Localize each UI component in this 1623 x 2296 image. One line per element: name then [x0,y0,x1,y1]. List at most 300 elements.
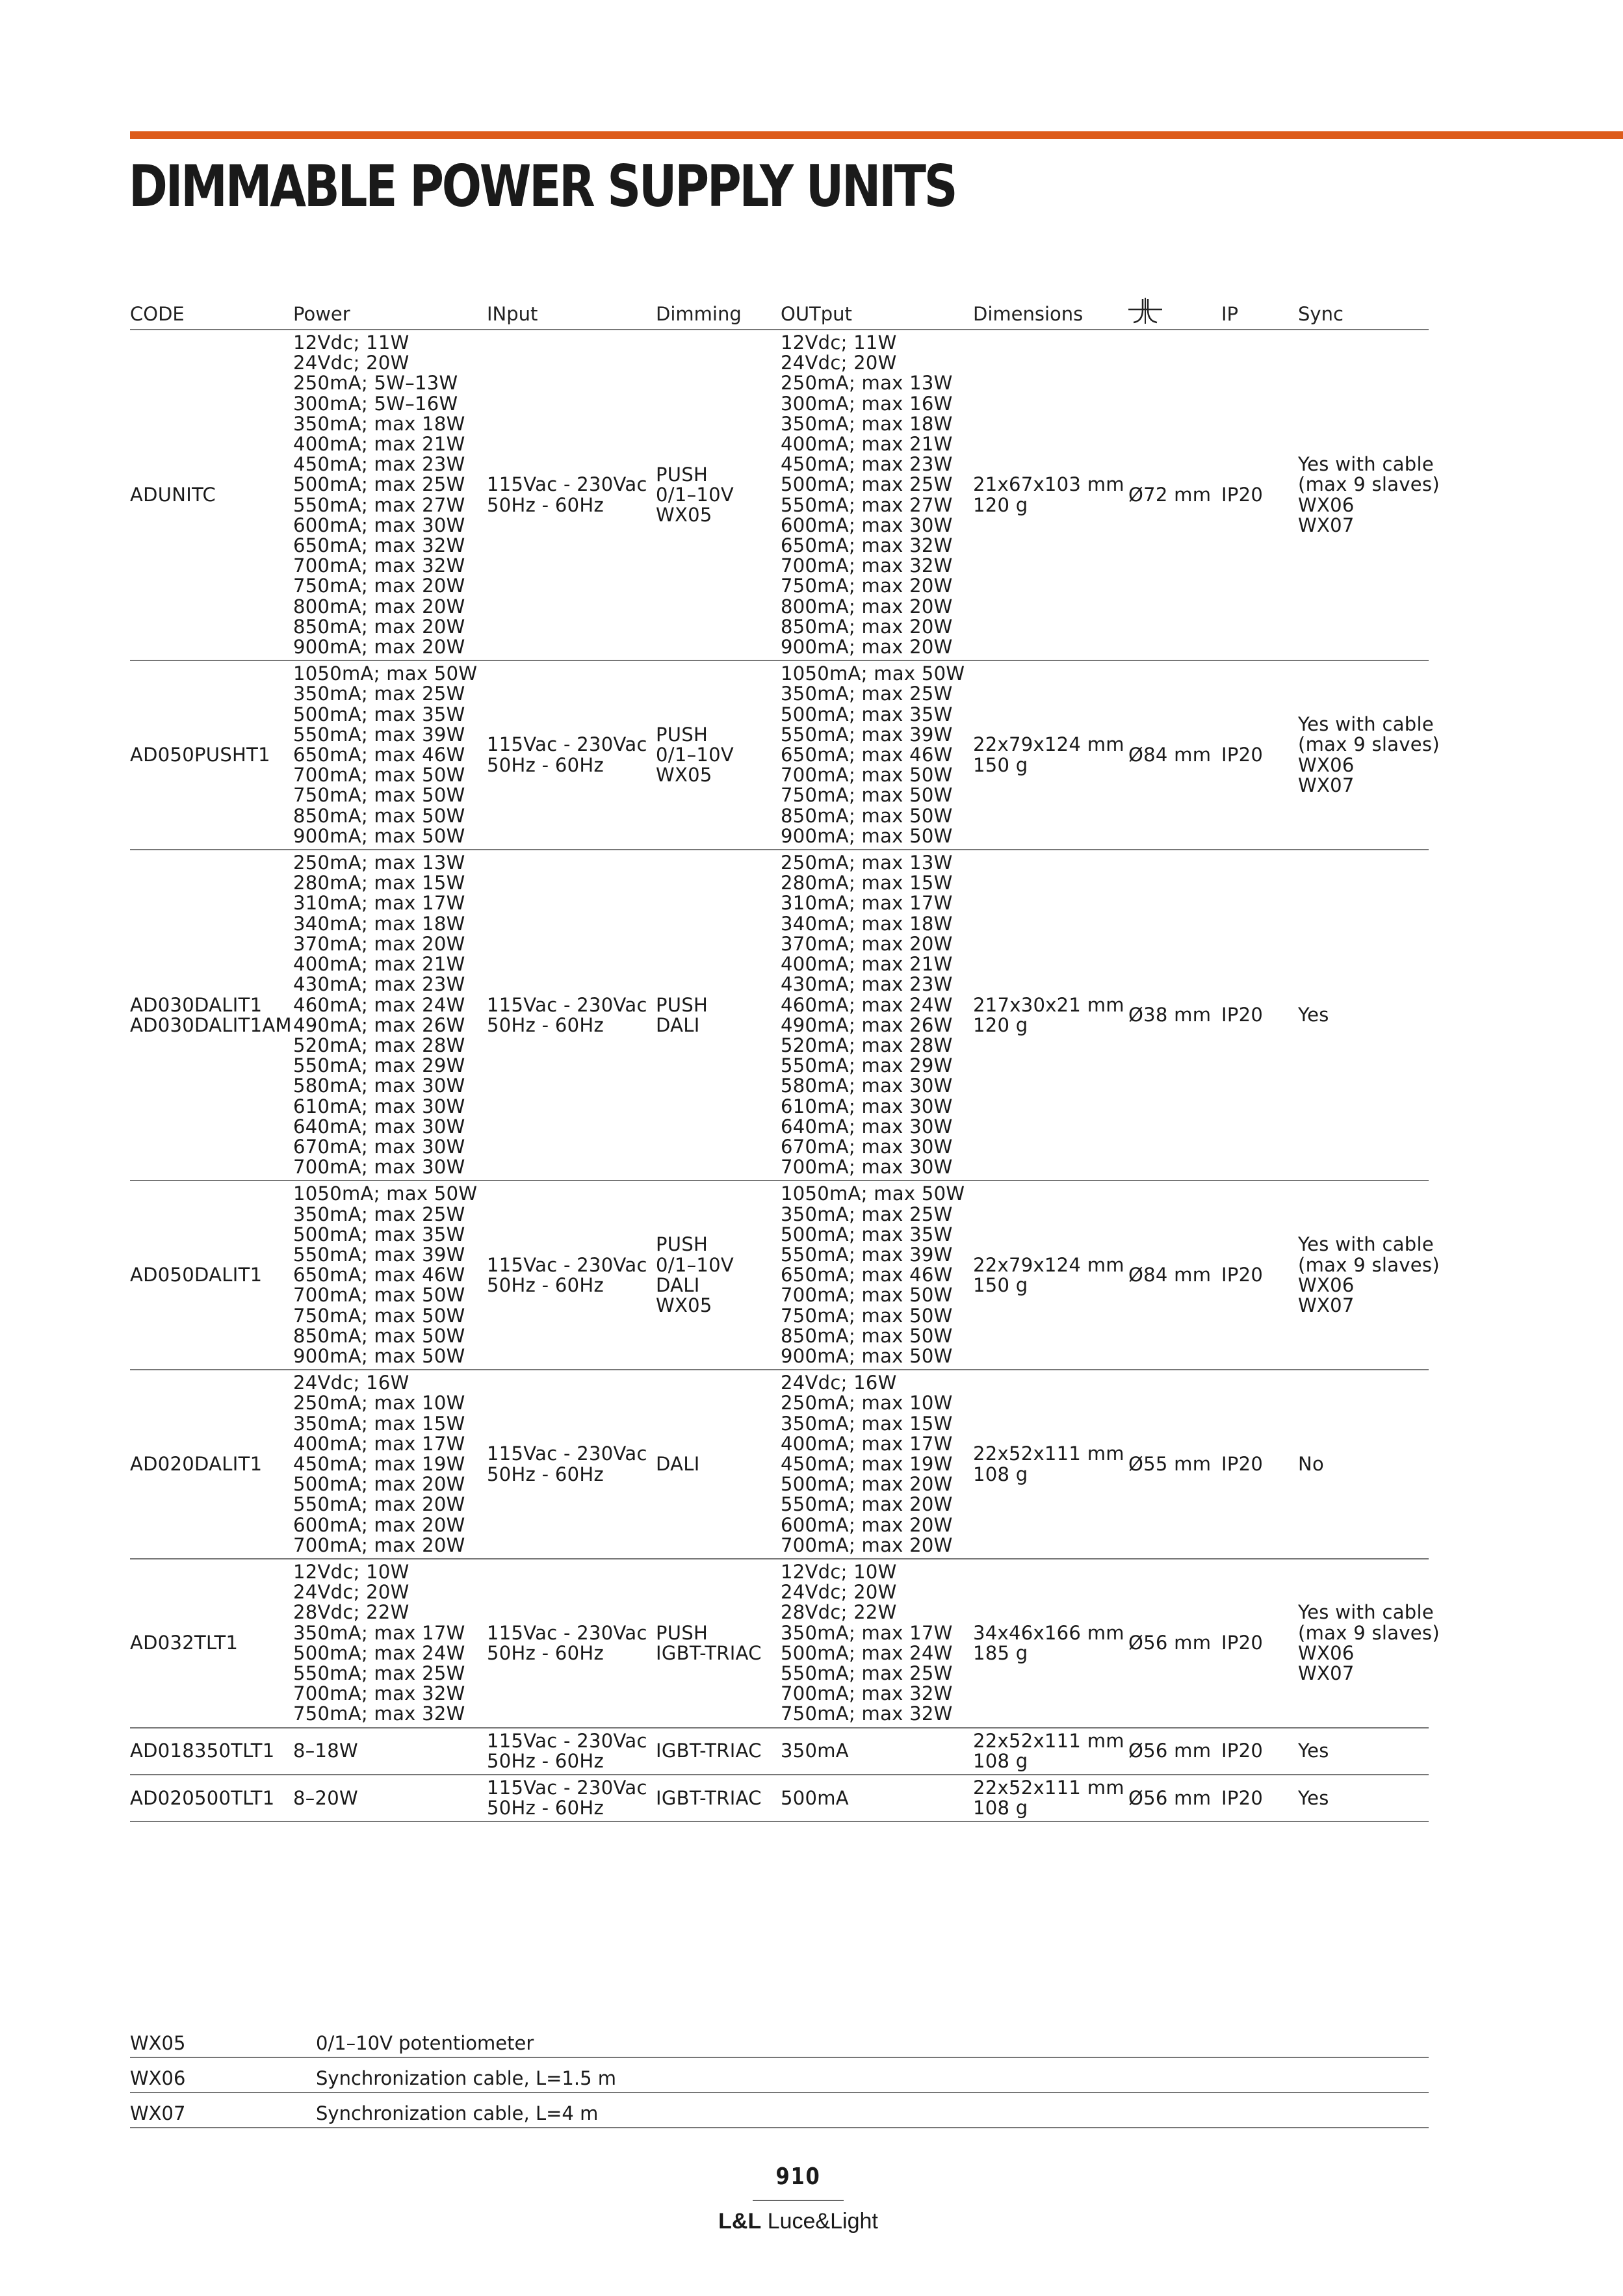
output-line: 640mA; max 30W [781,1115,953,1138]
cell-dimming [656,850,781,1181]
cell-input [487,660,656,850]
cell-input [487,1559,656,1728]
power-line: 800mA; max 20W [293,595,465,618]
cell-dimming [656,1728,781,1775]
cell-hole: Ø84 mm [1128,660,1221,850]
input-line: 115Vac - 230Vac [487,1729,647,1752]
output-line: 750mA; max 20W [781,575,953,597]
output-line: 580mA; max 30W [781,1075,953,1097]
power-line: 310mA; max 17W [293,892,465,915]
output-line: 850mA; max 50W [781,804,953,827]
input-line: 115Vac - 230Vac [487,1442,647,1465]
power-line: 300mA; 5W–16W [293,392,458,415]
input-line: 50Hz - 60Hz [487,1273,604,1296]
power-line: 500mA; max 20W [293,1473,465,1496]
power-line: 24Vdc; 20W [293,352,409,374]
table-row [130,1181,1429,1370]
cell-dimming [656,1370,781,1559]
dimensions-line: 22x79x124 mm [973,1253,1124,1276]
code-line: AD032TLT1 [130,1632,239,1654]
power-line: 24Vdc; 16W [293,1372,409,1394]
power-line: 550mA; max 20W [293,1493,465,1516]
cell-sync [1298,1559,1440,1728]
brand-name: Luce&Light [767,2209,878,2234]
output-line: 700mA; max 20W [781,1533,953,1556]
dimming-line: PUSH [656,723,708,746]
output-line: 24Vdc; 16W [781,1372,897,1394]
output-line: 500mA; max 35W [781,703,953,725]
output-line: 670mA; max 30W [781,1135,953,1158]
power-line: 520mA; max 28W [293,1034,465,1056]
power-line: 700mA; max 50W [293,1284,465,1307]
output-line: 550mA; max 25W [781,1662,953,1684]
table-row [130,1370,1429,1559]
sync-line: WX06 [1298,753,1355,776]
dimming-line: IGBT-TRIAC [656,1786,762,1809]
cell-power [293,1728,487,1775]
power-line: 1050mA; max 50W [293,662,478,685]
output-line: 310mA; max 17W [781,892,953,915]
power-line: 700mA; max 32W [293,554,465,577]
sync-line: Yes [1298,1740,1329,1762]
brand-logo [668,2209,928,2234]
output-line: 900mA; max 20W [781,636,953,659]
power-line: 8–20W [293,1786,359,1809]
power-line: 370mA; max 20W [293,932,465,955]
code-line: AD020500TLT1 [130,1786,275,1809]
cell-power [293,850,487,1181]
dimming-line: IGBT-TRIAC [656,1740,762,1762]
code-line: AD030DALIT1AM [130,1013,292,1036]
output-line: 300mA; max 16W [781,392,953,415]
input-line: 50Hz - 60Hz [487,753,604,776]
sync-line: WX07 [1298,774,1355,796]
page-title: DIMMABLE POWER SUPPLY UNITS [129,153,956,220]
power-line: 28Vdc; 22W [293,1601,409,1624]
product-table [130,291,1440,1822]
output-line: 12Vdc; 10W [781,1560,897,1583]
cell-sync [1298,1370,1429,1559]
power-line: 400mA; max 17W [293,1432,465,1455]
header-code: CODE [130,291,293,330]
power-line: 550mA; max 39W [293,1243,465,1266]
output-line: 350mA [781,1740,849,1762]
code-line: AD018350TLT1 [130,1740,275,1762]
accessory-description: Synchronization cable, L=4 m [316,2093,1429,2128]
cell-code [130,1775,293,1821]
cell-output [781,330,973,660]
power-line: 24Vdc; 20W [293,1581,409,1604]
power-line: 700mA; max 20W [293,1533,465,1556]
dimming-line: 0/1–10V [656,744,734,766]
table-body [130,330,1440,1821]
cell-ip: IP20 [1221,660,1298,850]
output-line: 900mA; max 50W [781,824,953,847]
power-line: 650mA; max 46W [293,1264,465,1286]
code-line: AD050DALIT1 [130,1264,263,1286]
sync-line: WX07 [1298,514,1355,536]
power-line: 610mA; max 30W [293,1095,465,1117]
header-sync: Sync [1298,291,1429,330]
output-line: 280mA; max 15W [781,872,953,894]
sync-line: Yes [1298,1004,1329,1026]
output-line: 500mA; max 25W [781,473,953,496]
dimensions-line: 120 g [973,493,1028,516]
page-number-rule [753,2200,844,2201]
cell-output [781,1181,973,1370]
sync-line: WX06 [1298,1641,1355,1664]
output-line: 600mA; max 20W [781,1513,953,1536]
output-line: 12Vdc; 11W [781,332,897,354]
power-line: 600mA; max 20W [293,1513,465,1536]
sync-line: WX07 [1298,1294,1355,1316]
cell-sync [1298,850,1429,1181]
output-line: 700mA; max 50W [781,764,953,787]
cell-code [130,330,293,660]
input-line: 50Hz - 60Hz [487,1013,604,1036]
dimensions-line: 217x30x21 mm [973,993,1124,1016]
cell-hole: Ø56 mm [1128,1559,1221,1728]
output-line: 750mA; max 50W [781,1304,953,1327]
accessory-code: WX06 [130,2057,316,2093]
power-line: 350mA; max 15W [293,1412,465,1435]
cell-power [293,1181,487,1370]
input-line: 115Vac - 230Vac [487,473,647,496]
power-line: 350mA; max 17W [293,1621,465,1644]
sync-line: (max 9 slaves) [1298,1621,1440,1644]
sync-line: Yes [1298,1786,1329,1809]
ceiling-hole-icon [1128,296,1162,325]
output-line: 350mA; max 15W [781,1412,953,1435]
output-line: 550mA; max 27W [781,493,953,516]
power-line: 700mA; max 30W [293,1156,465,1179]
sync-line: Yes with cable [1298,1601,1434,1624]
dimensions-line: 150 g [973,1273,1028,1296]
output-line: 550mA; max 39W [781,723,953,746]
power-line: 340mA; max 18W [293,912,465,935]
power-line: 850mA; max 20W [293,615,465,638]
cell-ip: IP20 [1221,1370,1298,1559]
cell-output [781,1728,973,1775]
cell-dimensions [973,1559,1128,1728]
output-line: 850mA; max 20W [781,615,953,638]
cell-sync [1298,1728,1429,1775]
dimming-line: 0/1–10V [656,484,734,506]
accessory-code: WX05 [130,2023,316,2057]
header-input: INput [487,291,656,330]
dimensions-line: 21x67x103 mm [973,473,1124,496]
cell-code [130,1370,293,1559]
cell-ip: IP20 [1221,1181,1298,1370]
output-line: 900mA; max 50W [781,1344,953,1367]
power-line: 350mA; max 18W [293,412,465,435]
cell-sync [1298,330,1440,660]
cell-input [487,1181,656,1370]
output-line: 700mA; max 30W [781,1156,953,1179]
input-line: 50Hz - 60Hz [487,1749,604,1772]
power-line: 500mA; max 24W [293,1641,465,1664]
output-line: 610mA; max 30W [781,1095,953,1117]
sync-line: No [1298,1452,1325,1475]
output-line: 650mA; max 46W [781,1264,953,1286]
input-line: 115Vac - 230Vac [487,1621,647,1644]
output-line: 340mA; max 18W [781,912,953,935]
power-line: 580mA; max 30W [293,1075,465,1097]
cell-output [781,1775,973,1821]
dimming-line: WX05 [656,1294,712,1316]
code-line: AD030DALIT1 [130,993,263,1016]
cell-input [487,850,656,1181]
output-line: 24Vdc; 20W [781,352,897,374]
dimensions-line: 22x52x111 mm [973,1777,1124,1799]
cell-dimming [656,1181,781,1370]
table-row [130,660,1429,850]
sync-line: WX07 [1298,1662,1355,1684]
output-line: 550mA; max 39W [781,1243,953,1266]
cell-output [781,660,973,850]
input-line: 50Hz - 60Hz [487,1797,604,1820]
cell-code [130,1181,293,1370]
page-number: 910 [775,2163,821,2190]
power-line: 500mA; max 35W [293,1223,465,1246]
power-line: 900mA; max 20W [293,636,465,659]
output-line: 250mA; max 13W [781,372,953,395]
sync-line: WX06 [1298,1273,1355,1296]
power-line: 750mA; max 50W [293,784,465,807]
output-line: 700mA; max 32W [781,1682,953,1705]
output-line: 450mA; max 23W [781,453,953,476]
cell-ip: IP20 [1221,330,1298,660]
input-line: 115Vac - 230Vac [487,1777,647,1799]
power-line: 400mA; max 21W [293,953,465,976]
output-line: 450mA; max 19W [781,1452,953,1475]
output-line: 250mA; max 10W [781,1392,953,1415]
cell-output [781,1559,973,1728]
output-line: 500mA; max 20W [781,1473,953,1496]
header-dimensions: Dimensions [973,291,1128,330]
power-line: 550mA; max 29W [293,1054,465,1077]
cell-code [130,660,293,850]
table-header-row [130,291,1429,330]
cell-output [781,1370,973,1559]
cell-sync [1298,1181,1440,1370]
table-row [130,1775,1429,1821]
dimensions-line: 34x46x166 mm [973,1621,1124,1644]
dimensions-line: 108 g [973,1797,1028,1820]
dimming-line: WX05 [656,504,712,527]
output-line: 490mA; max 26W [781,1013,953,1036]
output-line: 350mA; max 25W [781,1203,953,1225]
power-line: 650mA; max 32W [293,534,465,557]
cell-dimensions [973,850,1128,1181]
dimming-line: WX05 [656,764,712,787]
cell-sync [1298,660,1440,850]
power-line: 650mA; max 46W [293,744,465,766]
table-row [130,330,1429,660]
output-line: 400mA; max 21W [781,953,953,976]
output-line: 500mA; max 35W [781,1223,953,1246]
cell-dimming [656,660,781,850]
cell-dimensions [973,1775,1128,1821]
dimensions-line: 150 g [973,753,1028,776]
cell-dimensions [973,1181,1128,1370]
output-line: 400mA; max 17W [781,1432,953,1455]
output-line: 370mA; max 20W [781,932,953,955]
power-line: 670mA; max 30W [293,1135,465,1158]
power-line: 600mA; max 30W [293,514,465,536]
dimming-line: PUSH [656,1233,708,1256]
output-line: 350mA; max 17W [781,1621,953,1644]
dimensions-line: 120 g [973,1013,1028,1036]
output-line: 1050mA; max 50W [781,662,965,685]
sync-line: WX06 [1298,493,1355,516]
cell-dimensions [973,1728,1128,1775]
power-line: 750mA; max 20W [293,575,465,597]
output-line: 850mA; max 50W [781,1324,953,1347]
cell-hole: Ø56 mm [1128,1775,1221,1821]
cell-dimensions [973,1370,1128,1559]
output-line: 700mA; max 32W [781,554,953,577]
power-line: 490mA; max 26W [293,1013,465,1036]
dimming-line: PUSH [656,993,708,1016]
dimensions-line: 22x79x124 mm [973,733,1124,756]
output-line: 350mA; max 25W [781,683,953,705]
output-line: 24Vdc; 20W [781,1581,897,1604]
output-line: 600mA; max 30W [781,514,953,536]
power-line: 750mA; max 50W [293,1304,465,1327]
output-line: 400mA; max 21W [781,433,953,456]
power-line: 250mA; max 13W [293,852,465,874]
cell-code [130,1728,293,1775]
cell-input [487,1370,656,1559]
accessory-description: Synchronization cable, L=1.5 m [316,2057,1429,2093]
dimming-line: 0/1–10V [656,1253,734,1276]
input-line: 50Hz - 60Hz [487,493,604,516]
power-line: 550mA; max 25W [293,1662,465,1684]
input-line: 50Hz - 60Hz [487,1641,604,1664]
input-line: 115Vac - 230Vac [487,1253,647,1276]
cell-power [293,330,487,660]
power-line: 350mA; max 25W [293,1203,465,1225]
cell-dimensions [973,660,1128,850]
header-hole [1128,291,1221,330]
header-power: Power [293,291,487,330]
cell-ip: IP20 [1221,1775,1298,1821]
power-line: 280mA; max 15W [293,872,465,894]
power-line: 850mA; max 50W [293,1324,465,1347]
power-line: 12Vdc; 10W [293,1560,409,1583]
accessory-row [130,2023,1429,2057]
dimming-line: DALI [656,1013,700,1036]
cell-power [293,1559,487,1728]
cell-input [487,330,656,660]
sync-line: (max 9 slaves) [1298,1253,1440,1276]
dimensions-line: 22x52x111 mm [973,1442,1124,1465]
header-output: OUTput [781,291,973,330]
power-line: 400mA; max 21W [293,433,465,456]
cell-hole: Ø72 mm [1128,330,1221,660]
cell-hole: Ø84 mm [1128,1181,1221,1370]
power-line: 640mA; max 30W [293,1115,465,1138]
output-line: 28Vdc; 22W [781,1601,897,1624]
dimming-line: PUSH [656,1621,708,1644]
cell-hole: Ø55 mm [1128,1370,1221,1559]
power-line: 750mA; max 32W [293,1702,465,1725]
cell-power [293,660,487,850]
power-line: 700mA; max 50W [293,764,465,787]
cell-code [130,1559,293,1728]
output-line: 550mA; max 20W [781,1493,953,1516]
accessory-table [130,2023,1429,2128]
cell-ip: IP20 [1221,1559,1298,1728]
power-line: 1050mA; max 50W [293,1182,478,1205]
output-line: 520mA; max 28W [781,1034,953,1056]
cell-input [487,1775,656,1821]
code-line: AD020DALIT1 [130,1452,263,1475]
output-line: 800mA; max 20W [781,595,953,618]
cell-code [130,850,293,1181]
output-line: 700mA; max 50W [781,1284,953,1307]
power-line: 250mA; max 10W [293,1392,465,1415]
accessory-description: 0/1–10V potentiometer [316,2023,1429,2057]
dimensions-line: 185 g [973,1641,1028,1664]
accessory-row [130,2057,1429,2093]
output-line: 500mA; max 24W [781,1641,953,1664]
header-dimming: Dimming [656,291,781,330]
cell-hole: Ø56 mm [1128,1728,1221,1775]
power-line: 450mA; max 19W [293,1452,465,1475]
cell-output [781,850,973,1181]
cell-input [487,1728,656,1775]
power-line: 450mA; max 23W [293,453,465,476]
power-line: 12Vdc; 11W [293,332,409,354]
cell-sync [1298,1775,1429,1821]
accessory-body [130,2023,1429,2128]
power-line: 500mA; max 25W [293,473,465,496]
power-line: 550mA; max 39W [293,723,465,746]
input-line: 115Vac - 230Vac [487,733,647,756]
output-line: 650mA; max 32W [781,534,953,557]
sync-line: (max 9 slaves) [1298,473,1440,496]
sync-line: Yes with cable [1298,453,1434,476]
output-line: 750mA; max 50W [781,784,953,807]
dimensions-line: 22x52x111 mm [973,1729,1124,1752]
output-line: 460mA; max 24W [781,993,953,1016]
dimensions-line: 108 g [973,1463,1028,1485]
dimming-line: DALI [656,1273,700,1296]
power-line: 500mA; max 35W [293,703,465,725]
sync-line: (max 9 slaves) [1298,733,1440,756]
power-line: 250mA; 5W–13W [293,372,458,395]
output-line: 350mA; max 18W [781,412,953,435]
accessory-code: WX07 [130,2093,316,2128]
input-line: 115Vac - 230Vac [487,993,647,1016]
header-ip: IP [1221,291,1298,330]
title-accent-rule [130,131,1623,139]
code-line: ADUNITC [130,484,216,506]
power-line: 350mA; max 25W [293,683,465,705]
table-row [130,850,1429,1181]
power-line: 700mA; max 32W [293,1682,465,1705]
dimensions-line: 108 g [973,1749,1028,1772]
output-line: 550mA; max 29W [781,1054,953,1077]
cell-dimming [656,1775,781,1821]
cell-dimming [656,1559,781,1728]
cell-power [293,1775,487,1821]
sync-line: Yes with cable [1298,713,1434,736]
output-line: 1050mA; max 50W [781,1182,965,1205]
accessory-row [130,2093,1429,2128]
